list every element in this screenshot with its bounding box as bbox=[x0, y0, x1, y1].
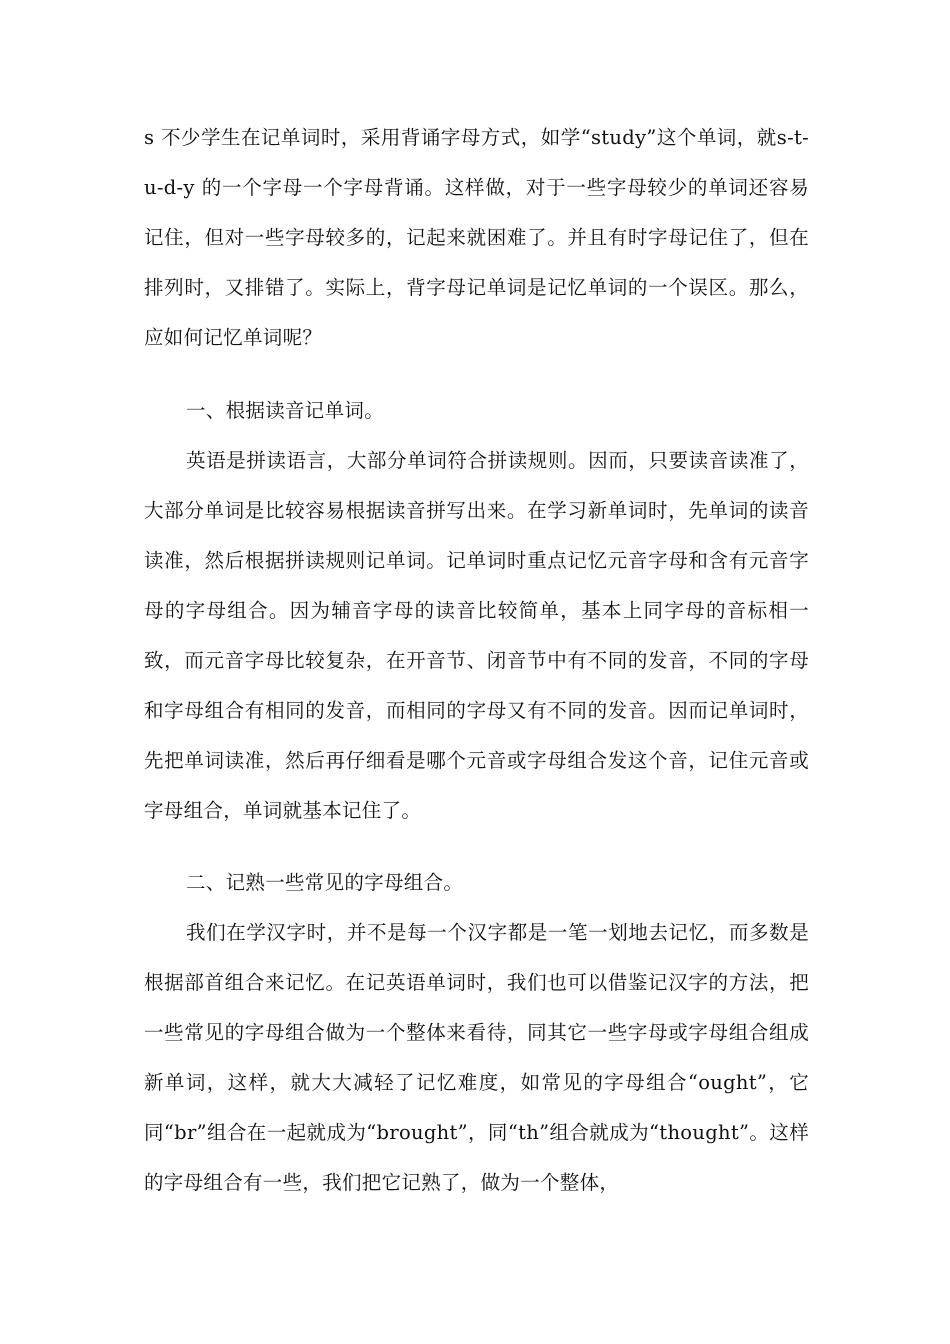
intro-block bbox=[144, 113, 809, 363]
section-2 bbox=[144, 858, 809, 1208]
section-1-paragraph: 英语是拼读语言，大部分单词符合拼读规则。因而，只要读音读准了，大部分单词是比较容易根据读音拼写出来。在学习新单词时，先单词的读音读准，然后根据拼读规则记单词。记单词时重点记忆元音字母和含有元音字母的字母组合。因为辅音字母的读音比较简单，基本上同字母的音标相一致，而元音字母比较复杂，在开音节、闭音节中有不同的发音，不同的字母和字母组合有相同的发音，而相同的字母又有不同的发音。因而记单词时，先把单词读准，然后再仔细看是哪个元音或字母组合发这个音，记住元音或字母组合，单词就基本记住了。 bbox=[144, 449, 809, 822]
section-1 bbox=[144, 386, 809, 836]
section-2-paragraph: 我们在学汉字时，并不是每一个汉字都是一笔一划地去记忆，而多数是根据部首组合来记忆。在记英语单词时，我们也可以借鉴记汉字的方法，把一些常见的字母组合做为一个整体来看待，同其它一些字母或字母组合组成新单词，这样，就大大减轻了记忆难度，如常见的字母组合“ought”，它同“br”组合在一起就成为“brought”，同“th”组合就成为“thought”。这样的字母组合有一些，我们把它记熟了，做为一个整体， bbox=[144, 921, 809, 1194]
section-1-heading: 一、根据读音记单词。 bbox=[186, 399, 385, 422]
intro-paragraph: s 不少学生在记单词时，采用背诵字母方式，如学“study”这个单词，就s-t-u-d-y 的一个字母一个字母背诵。这样做，对于一些字母较少的单词还容易记住，但对一些字母较多的，记起来就困难了。并且有时字母记住了，但在排列时，又排错了。实际上，背字母记单词是记忆单词的一个误区。那么，应如何记忆单词呢？ bbox=[144, 126, 809, 349]
section-2-heading: 二、记熟一些常见的字母组合。 bbox=[186, 871, 464, 894]
